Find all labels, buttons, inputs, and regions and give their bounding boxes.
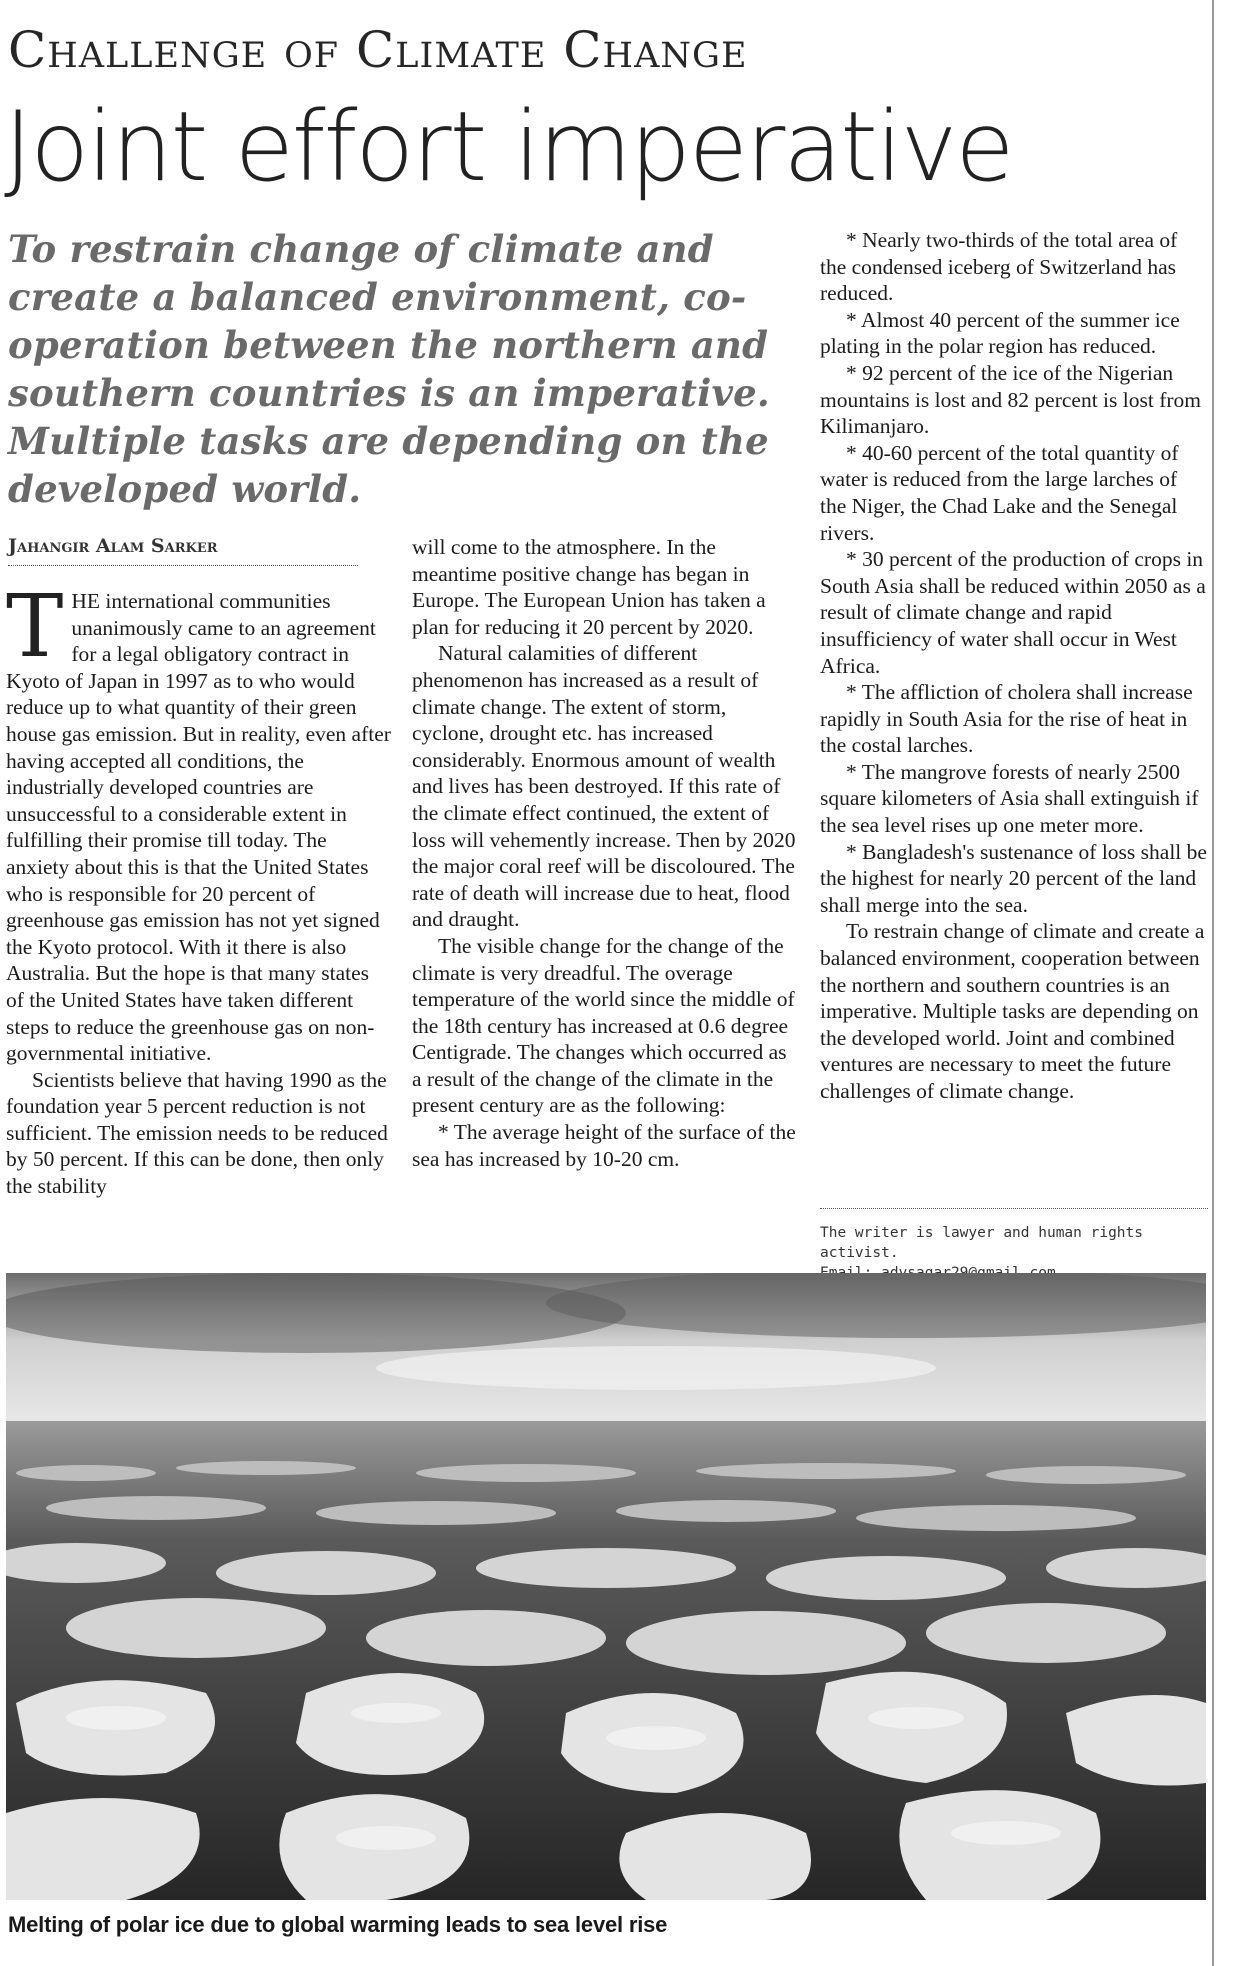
writer-note <box>820 1208 1208 1283</box>
bullet-item: * The mangrove forests of nearly 2500 square kilometers of Asia shall extinguish if the sea level rises up one meter more. <box>820 759 1199 838</box>
article-headline: Joint effort imperative <box>4 91 1013 203</box>
column-3 <box>820 227 1208 1105</box>
bullet-item: * 40-60 percent of the total quantity of water is reduced from the large larches of the Niger, the Chad Lake and the Senegal rivers. <box>820 440 1179 545</box>
column-rule <box>1212 0 1214 1966</box>
byline: Jahangir Alam Sarker <box>8 535 358 566</box>
paragraph: To restrain change of climate and create a balanced environment, cooperation between the northern and southern countries is an imperative. Multiple tasks are depending on the developed world. Joint and combined ventures are necessary to meet the future challenges of climate change. <box>820 919 1205 1103</box>
ice-floes-image <box>6 1273 1206 1900</box>
paragraph: The visible change for the change of the climate is very dreadful. The overage temperature of the world since the middle of the 18th century has increased at 0.6 degree Centigrade. The changes which occurred as a result of the change of the climate in the present century are as the following: <box>412 933 795 1118</box>
polar-ice-photo <box>6 1273 1206 1900</box>
column-2 <box>412 534 796 1172</box>
kicker-heading: Challenge of Climate Change <box>8 21 748 79</box>
paragraph: will come to the atmosphere. In the meantime positive change has began in Europe. The European Union has taken a plan for reducing it 20 percent by 2020. <box>412 535 766 639</box>
bullet-item: * 30 percent of the production of crops in South Asia shall be reduced within 2050 as a result of climate change and rapid insufficiency of water shall occur in West Africa. <box>820 547 1206 678</box>
bullet-item: * Bangladesh's sustenance of loss shall be the highest for nearly 20 percent of the land shall merge into the sea. <box>820 839 1207 917</box>
bullet-item: * 92 percent of the ice of the Nigerian mountains is lost and 82 percent is lost from Kilimanjaro. <box>820 360 1201 439</box>
column-1 <box>6 577 392 1200</box>
paragraph: Natural calamities of different phenomenon has increased as a result of climate change. The extent of storm, cyclone, drought etc. has increased considerably. Enormous amount of wealth and lives has been destroyed. If this rate of the climate effect continued, the extent of loss will vehemently increase. Then by 2020 the major coral reef will be discoloured. The rate of death will increase due to heat, flood and draught. <box>412 641 796 932</box>
writer-bio: The writer is lawyer and human rights activist. <box>820 1225 1144 1261</box>
paragraph: THE international communities unanimously came to an agreement for a legal obligatory contract in Kyoto of Japan in 1997 as to who would reduce up to what quantity of their green house gas emission. But in reality, even after having accepted all conditions, the industrially developed countries are unsuccessful to a considerable extent in fulfilling their promise till today. The anxiety about this is that the United States who is responsible for 20 percent of greenhouse gas emission has not yet signed the Kyoto protocol. With it there is also Australia. But the hope is that many states of the United States have taken different steps to reduce the greenhouse gas on non-governmental initiative. <box>6 577 391 1066</box>
bullet-item: * The affliction of cholera shall increase rapidly in South Asia for the rise of heat in the costal larches. <box>820 680 1193 758</box>
drop-cap: T <box>6 577 64 677</box>
paragraph: Scientists believe that having 1990 as the foundation year 5 percent reduction is not sufficient. The emission needs to be reduced by 50 percent. If this can be done, then only the stability <box>6 1067 388 1199</box>
standfirst: To restrain change of climate and create a balanced environment, co-operation between the northern and southern countries is an imperative. Multiple tasks are depending on the developed world. <box>8 227 770 511</box>
photo-caption: Melting of polar ice due to global warming leads to sea level rise <box>8 1912 668 1937</box>
bullet-item: * Almost 40 percent of the summer ice plating in the polar region has reduced. <box>820 307 1180 359</box>
bullet-item: * Nearly two-thirds of the total area of the condensed iceberg of Switzerland has reduced. <box>820 228 1178 306</box>
bullet-item: * The average height of the surface of the sea has increased by 10-20 cm. <box>412 1120 796 1171</box>
